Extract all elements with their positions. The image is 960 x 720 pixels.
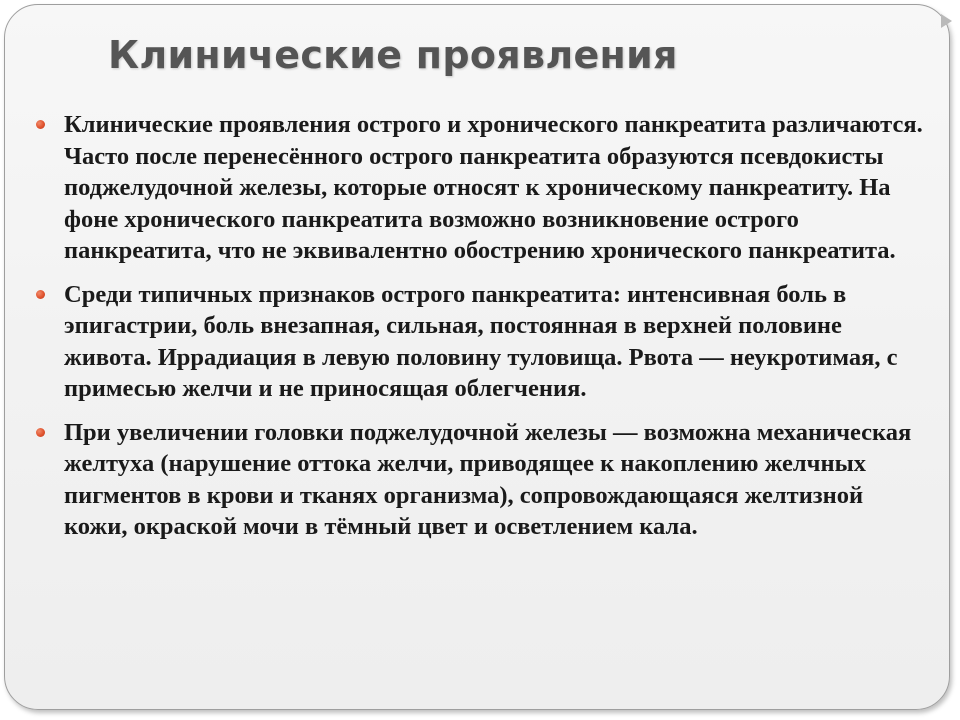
bullet-item — [64, 417, 924, 543]
bullet-item — [64, 279, 924, 405]
bullet-text: При увеличении головки поджелудочной железы — возможна механическая желтуха (нарушение оттока желчи, приводящее к накоплению желчных пигментов в крови и тканях организма), сопровождающаяся желтизной кожи, окраской мочи в тёмный цвет и осветлением кала. — [64, 418, 912, 540]
bullet-dot-icon — [36, 120, 45, 129]
bullet-list — [64, 109, 924, 555]
slide-title: Клинические проявления — [108, 33, 678, 77]
page-corner-marker-icon — [941, 14, 952, 28]
bullet-dot-icon — [36, 428, 45, 437]
bullet-dot-icon — [36, 290, 45, 299]
bullet-text: Клинические проявления острого и хронического панкреатита различаются. Часто после перенесённого острого панкреатита образуются псевдокисты поджелудочной железы, которые относят к хроническому панкреатиту. На фоне хронического панкреатита возможно возникновение острого панкреатита, что не эквивалентно обострению хронического панкреатита. — [64, 111, 923, 264]
bullet-text: Среди типичных признаков острого панкреатита: интенсивная боль в эпигастрии, боль внезапная, сильная, постоянная в верхней половине живота. Иррадиация в левую половину туловища. Рвота — неукротимая, с примесью желчи и не приносящая облегчения. — [64, 280, 898, 402]
bullet-item — [64, 109, 924, 267]
